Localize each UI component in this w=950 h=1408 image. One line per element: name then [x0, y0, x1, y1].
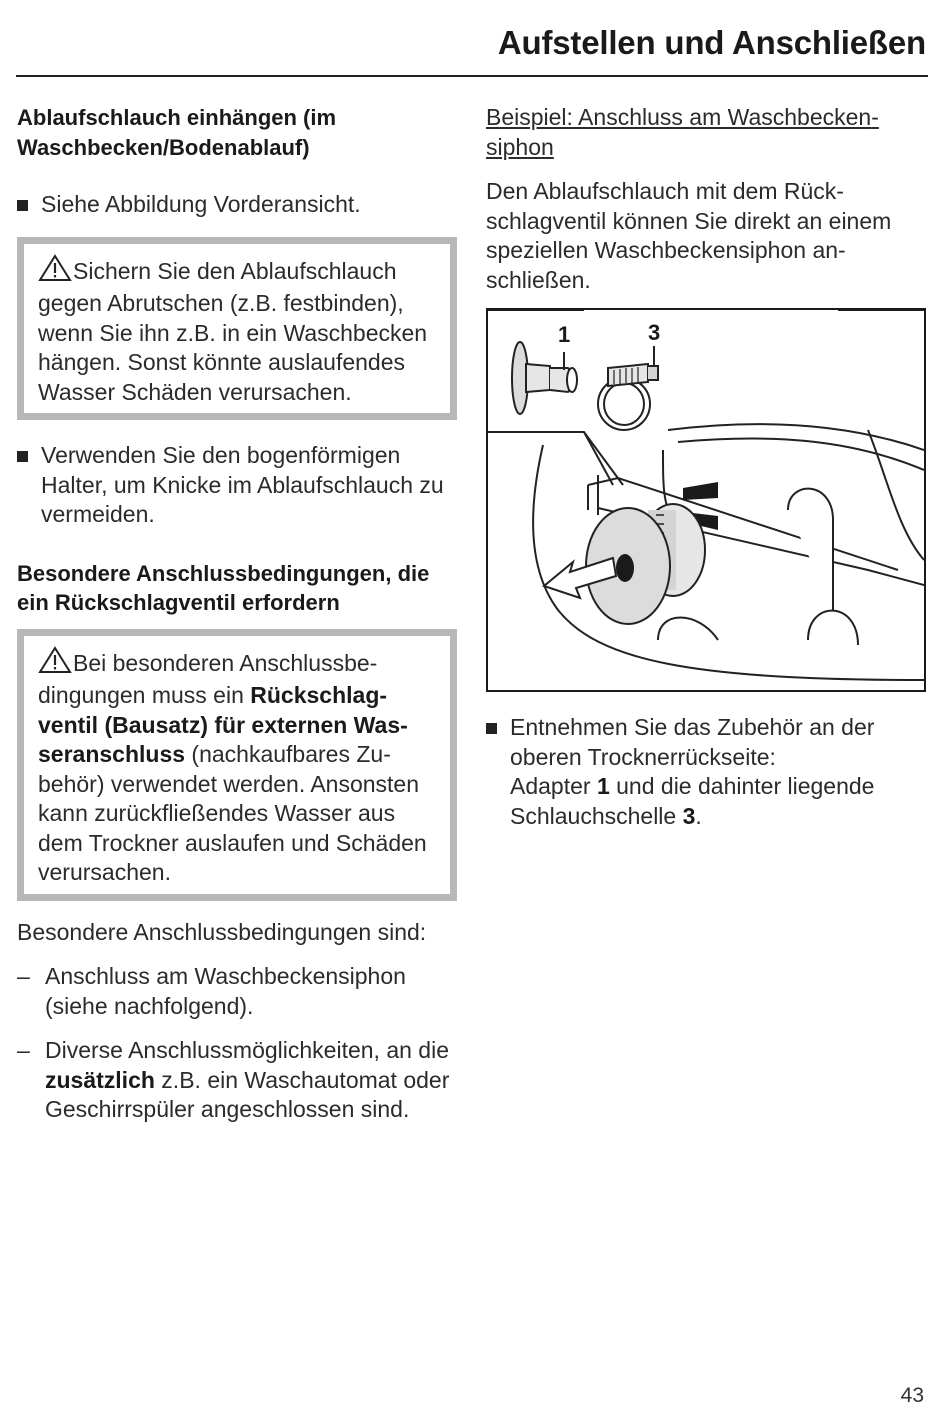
warning-box-securing [17, 237, 457, 421]
section-heading-special-conditions: Besondere Anschlussbedingungen, die ein Rückschlagventil erfordern [17, 560, 430, 615]
right-column [486, 103, 926, 295]
title-divider [16, 75, 928, 77]
page-title: Aufstellen und Anschließen [497, 24, 926, 61]
figure-siphon-connection [486, 308, 926, 692]
label-adapter-1: 1 [558, 322, 571, 347]
label-clamp-3: 3 [648, 320, 661, 345]
example-heading: Beispiel: Anschluss am Waschbeckensiphon [486, 104, 879, 160]
warning-triangle-icon [38, 254, 72, 290]
bullet-square-icon [17, 200, 28, 211]
bullet-square-icon [17, 451, 28, 462]
list-item: Entnehmen Sie das Zubehör an der oberen Trocknerrückseite: Adapter 1 und die dahinter liegende Schlauchschelle 3. [486, 713, 926, 831]
warning-box-check-valve: Bei besonderen Anschlussbedingungen muss ein Rückschlagventil (Bausatz) für externen Wasseranschluss (nachkaufbares Zubehör) verwendet werden. Ansonsten kann zurückfließendes Wasser aus dem Trockner auslaufen und Schäden verursachen. [17, 629, 457, 901]
illustration [488, 310, 924, 690]
example-intro: Den Ablaufschlauch mit dem Rückschlagventil können Sie direkt an einem speziellen Waschbeckensiphon anschließen. [486, 178, 892, 293]
list-item: – Diverse Anschlussmöglichkeiten, an die zusätzlich z.B. ein Waschautomat oder Geschirrspüler angeschlossen sind. [17, 1037, 450, 1122]
conditions-intro: Besondere Anschlussbedingungen sind: [17, 918, 427, 945]
left-column [17, 103, 457, 1125]
dash-marker: – [17, 963, 30, 989]
bullet-square-icon [486, 723, 497, 734]
right-bullet-block [486, 713, 926, 831]
page-number: 43 [900, 1384, 924, 1407]
section-heading-hose-hanging: Ablaufschlauch einhängen (im Waschbecken/Bodenablauf) [17, 105, 337, 160]
warning-triangle-icon [38, 646, 72, 682]
dash-marker: – [17, 1037, 30, 1063]
list-item: Verwenden Sie den bogenförmigen Halter, um Knicke im Ablaufschlauch zu vermeiden. [17, 441, 457, 530]
warning-text: Sichern Sie den Ablaufschlauch gegen Abrutschen (z.B. festbinden), wenn Sie ihn z.B. in ein Waschbecken hängen. Sonst könnte auslaufendes Wasser Schäden verursachen. [38, 257, 428, 405]
list-item: Siehe Abbildung Vorderansicht. [17, 190, 457, 220]
list-item: – Anschluss am Waschbeckensiphon (siehe nachfolgend). [17, 963, 406, 1019]
